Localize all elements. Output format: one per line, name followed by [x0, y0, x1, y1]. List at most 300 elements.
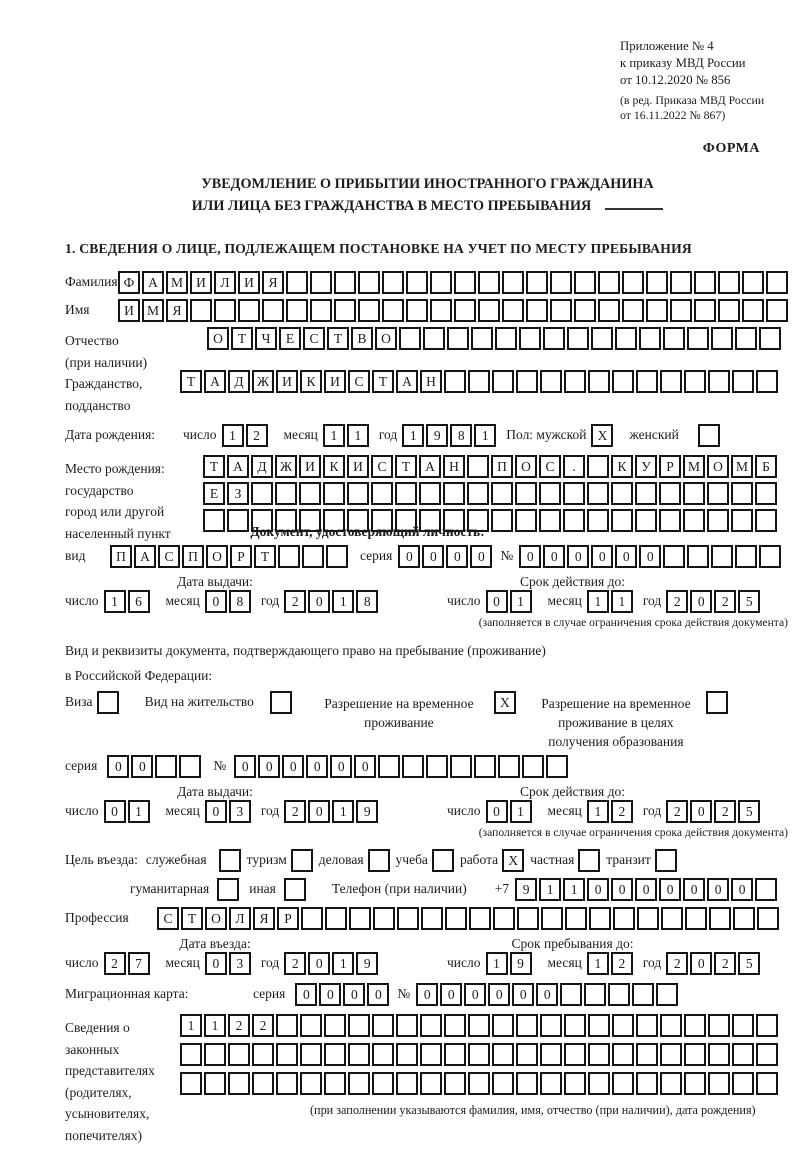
form-cell[interactable]: 2	[611, 800, 633, 823]
form-cell[interactable]	[560, 983, 582, 1006]
form-cell[interactable]: 2	[666, 952, 688, 975]
form-cell[interactable]: 9	[356, 800, 378, 823]
form-cell[interactable]	[612, 1014, 634, 1037]
form-cell[interactable]	[718, 271, 740, 294]
form-cell[interactable]	[591, 327, 613, 350]
form-cell[interactable]	[493, 907, 515, 930]
form-cell[interactable]	[612, 1072, 634, 1095]
form-cell[interactable]	[396, 1014, 418, 1037]
form-cell[interactable]	[227, 509, 249, 532]
form-cell[interactable]	[622, 299, 644, 322]
form-cell[interactable]: С	[348, 370, 370, 393]
form-cell[interactable]	[611, 509, 633, 532]
form-cell[interactable]	[588, 370, 610, 393]
form-cell[interactable]	[706, 691, 728, 714]
form-cell[interactable]: 9	[426, 424, 448, 447]
form-cell[interactable]	[323, 482, 345, 505]
form-cell[interactable]	[396, 1043, 418, 1066]
form-cell[interactable]: Т	[203, 455, 225, 478]
form-cell[interactable]: 2	[714, 952, 736, 975]
form-cell[interactable]: М	[142, 299, 164, 322]
form-cell[interactable]	[756, 370, 778, 393]
form-cell[interactable]: 1	[128, 800, 150, 823]
form-cell[interactable]: 0	[446, 545, 468, 568]
form-cell[interactable]: 2	[714, 800, 736, 823]
form-cell[interactable]: Т	[181, 907, 203, 930]
form-cell[interactable]: 1	[323, 424, 345, 447]
form-cell[interactable]	[615, 327, 637, 350]
form-cell[interactable]	[310, 299, 332, 322]
form-cell[interactable]	[300, 1014, 322, 1037]
form-cell[interactable]: 2	[252, 1014, 274, 1037]
form-cell[interactable]	[708, 1043, 730, 1066]
form-cell[interactable]	[707, 509, 729, 532]
form-cell[interactable]: 8	[356, 590, 378, 613]
form-cell[interactable]	[663, 327, 685, 350]
form-cell[interactable]	[731, 482, 753, 505]
form-cell[interactable]	[430, 299, 452, 322]
form-cell[interactable]	[372, 1043, 394, 1066]
form-cell[interactable]	[622, 271, 644, 294]
form-cell[interactable]	[517, 907, 539, 930]
form-cell[interactable]	[540, 1043, 562, 1066]
form-cell[interactable]	[396, 1072, 418, 1095]
form-cell[interactable]	[683, 482, 705, 505]
form-cell[interactable]	[563, 509, 585, 532]
form-cell[interactable]: 1	[332, 800, 354, 823]
form-cell[interactable]	[646, 271, 668, 294]
form-cell[interactable]	[526, 271, 548, 294]
form-cell[interactable]: К	[611, 455, 633, 478]
form-cell[interactable]	[426, 755, 448, 778]
form-cell[interactable]: 0	[567, 545, 589, 568]
form-cell[interactable]	[550, 299, 572, 322]
form-cell[interactable]	[491, 482, 513, 505]
form-cell[interactable]: 5	[738, 952, 760, 975]
form-cell[interactable]	[495, 327, 517, 350]
form-cell[interactable]: 0	[343, 983, 365, 1006]
form-cell[interactable]: 1	[402, 424, 424, 447]
form-cell[interactable]	[291, 849, 313, 872]
form-cell[interactable]	[709, 907, 731, 930]
form-cell[interactable]	[334, 299, 356, 322]
form-cell[interactable]	[637, 907, 659, 930]
form-cell[interactable]: 0	[295, 983, 317, 1006]
form-cell[interactable]	[228, 1072, 250, 1095]
form-cell[interactable]: 0	[470, 545, 492, 568]
form-cell[interactable]	[578, 849, 600, 872]
form-cell[interactable]	[574, 299, 596, 322]
form-cell[interactable]	[670, 299, 692, 322]
form-cell[interactable]: 0	[486, 800, 508, 823]
form-cell[interactable]: К	[300, 370, 322, 393]
form-cell[interactable]	[471, 327, 493, 350]
form-cell[interactable]: А	[134, 545, 156, 568]
form-cell[interactable]	[656, 983, 678, 1006]
form-cell[interactable]	[468, 1014, 490, 1037]
form-cell[interactable]	[708, 370, 730, 393]
form-cell[interactable]	[613, 907, 635, 930]
form-cell[interactable]	[598, 299, 620, 322]
form-cell[interactable]	[574, 271, 596, 294]
form-cell[interactable]: С	[371, 455, 393, 478]
form-cell[interactable]	[522, 755, 544, 778]
form-cell[interactable]: 0	[690, 952, 712, 975]
form-cell[interactable]	[420, 1014, 442, 1037]
form-cell[interactable]	[708, 1014, 730, 1037]
form-cell[interactable]	[515, 509, 537, 532]
form-cell[interactable]: 1	[587, 952, 609, 975]
form-cell[interactable]	[516, 1014, 538, 1037]
form-cell[interactable]: 2	[284, 590, 306, 613]
form-cell[interactable]	[589, 907, 611, 930]
form-cell[interactable]: А	[396, 370, 418, 393]
form-cell[interactable]	[612, 1043, 634, 1066]
form-cell[interactable]	[539, 482, 561, 505]
form-cell[interactable]	[732, 370, 754, 393]
form-cell[interactable]	[300, 1072, 322, 1095]
form-cell[interactable]	[325, 907, 347, 930]
form-cell[interactable]	[564, 1043, 586, 1066]
form-cell[interactable]	[684, 1014, 706, 1037]
form-cell[interactable]	[180, 1043, 202, 1066]
form-cell[interactable]	[302, 545, 324, 568]
form-cell[interactable]	[732, 1072, 754, 1095]
form-cell[interactable]: 1	[474, 424, 496, 447]
form-cell[interactable]	[546, 755, 568, 778]
form-cell[interactable]: 1	[180, 1014, 202, 1037]
form-cell[interactable]: Д	[251, 455, 273, 478]
form-cell[interactable]: Т	[180, 370, 202, 393]
form-cell[interactable]: .	[563, 455, 585, 478]
form-cell[interactable]: О	[707, 455, 729, 478]
form-cell[interactable]: П	[182, 545, 204, 568]
form-cell[interactable]: 0	[107, 755, 129, 778]
form-cell[interactable]: И	[324, 370, 346, 393]
form-cell[interactable]: 0	[398, 545, 420, 568]
form-cell[interactable]	[326, 545, 348, 568]
form-cell[interactable]	[659, 509, 681, 532]
form-cell[interactable]	[299, 482, 321, 505]
form-cell[interactable]: 0	[707, 878, 729, 901]
form-cell[interactable]: X	[591, 424, 613, 447]
form-cell[interactable]: З	[227, 482, 249, 505]
form-cell[interactable]	[478, 271, 500, 294]
form-cell[interactable]	[445, 907, 467, 930]
form-cell[interactable]: И	[347, 455, 369, 478]
form-cell[interactable]: 0	[519, 545, 541, 568]
form-cell[interactable]	[766, 299, 788, 322]
form-cell[interactable]	[742, 299, 764, 322]
form-cell[interactable]	[687, 327, 709, 350]
form-cell[interactable]	[584, 983, 606, 1006]
form-cell[interactable]	[698, 424, 720, 447]
form-cell[interactable]: 0	[486, 590, 508, 613]
form-cell[interactable]: 0	[416, 983, 438, 1006]
form-cell[interactable]	[735, 545, 757, 568]
form-cell[interactable]	[550, 271, 572, 294]
form-cell[interactable]: Н	[420, 370, 442, 393]
form-cell[interactable]: П	[491, 455, 513, 478]
form-cell[interactable]	[347, 482, 369, 505]
form-cell[interactable]: Е	[203, 482, 225, 505]
form-cell[interactable]	[382, 299, 404, 322]
form-cell[interactable]	[684, 1072, 706, 1095]
form-cell[interactable]	[214, 299, 236, 322]
form-cell[interactable]	[423, 327, 445, 350]
form-cell[interactable]: 0	[205, 800, 227, 823]
form-cell[interactable]	[588, 1043, 610, 1066]
form-cell[interactable]	[636, 370, 658, 393]
form-cell[interactable]	[406, 299, 428, 322]
form-cell[interactable]	[735, 327, 757, 350]
form-cell[interactable]	[420, 1072, 442, 1095]
form-cell[interactable]	[204, 1043, 226, 1066]
form-cell[interactable]: 7	[128, 952, 150, 975]
form-cell[interactable]	[684, 1043, 706, 1066]
form-cell[interactable]	[766, 271, 788, 294]
form-cell[interactable]	[759, 545, 781, 568]
form-cell[interactable]: И	[190, 271, 212, 294]
form-cell[interactable]: Ж	[275, 455, 297, 478]
form-cell[interactable]	[372, 1014, 394, 1037]
form-cell[interactable]	[519, 327, 541, 350]
form-cell[interactable]: 0	[104, 800, 126, 823]
form-cell[interactable]: Н	[443, 455, 465, 478]
form-cell[interactable]	[358, 271, 380, 294]
form-cell[interactable]: 3	[229, 952, 251, 975]
form-cell[interactable]: О	[375, 327, 397, 350]
form-cell[interactable]	[276, 1043, 298, 1066]
form-cell[interactable]: 1	[587, 800, 609, 823]
form-cell[interactable]	[252, 1043, 274, 1066]
form-cell[interactable]	[217, 878, 239, 901]
form-cell[interactable]: 0	[591, 545, 613, 568]
form-cell[interactable]: К	[323, 455, 345, 478]
form-cell[interactable]: Т	[395, 455, 417, 478]
form-cell[interactable]: 6	[128, 590, 150, 613]
form-cell[interactable]: В	[351, 327, 373, 350]
form-cell[interactable]	[430, 271, 452, 294]
form-cell[interactable]	[450, 755, 472, 778]
form-cell[interactable]	[454, 271, 476, 294]
form-cell[interactable]	[190, 299, 212, 322]
form-cell[interactable]	[270, 691, 292, 714]
form-cell[interactable]	[526, 299, 548, 322]
form-cell[interactable]: 1	[332, 952, 354, 975]
form-cell[interactable]	[587, 482, 609, 505]
form-cell[interactable]: 0	[587, 878, 609, 901]
form-cell[interactable]	[733, 907, 755, 930]
form-cell[interactable]: 0	[639, 545, 661, 568]
form-cell[interactable]	[469, 907, 491, 930]
form-cell[interactable]: 0	[611, 878, 633, 901]
form-cell[interactable]	[540, 1072, 562, 1095]
form-cell[interactable]	[711, 327, 733, 350]
form-cell[interactable]	[228, 1043, 250, 1066]
form-cell[interactable]	[155, 755, 177, 778]
form-cell[interactable]	[742, 271, 764, 294]
form-cell[interactable]	[563, 482, 585, 505]
form-cell[interactable]	[447, 327, 469, 350]
form-cell[interactable]: И	[238, 271, 260, 294]
form-cell[interactable]	[251, 482, 273, 505]
form-cell[interactable]: 0	[422, 545, 444, 568]
form-cell[interactable]	[444, 370, 466, 393]
form-cell[interactable]	[502, 299, 524, 322]
form-cell[interactable]	[348, 1072, 370, 1095]
form-cell[interactable]: 0	[308, 952, 330, 975]
form-cell[interactable]	[708, 1072, 730, 1095]
form-cell[interactable]	[588, 1014, 610, 1037]
form-cell[interactable]: 0	[282, 755, 304, 778]
form-cell[interactable]	[687, 545, 709, 568]
form-cell[interactable]: 2	[666, 590, 688, 613]
form-cell[interactable]: 0	[440, 983, 462, 1006]
form-cell[interactable]	[660, 1072, 682, 1095]
form-cell[interactable]: 2	[228, 1014, 250, 1037]
form-cell[interactable]: 0	[488, 983, 510, 1006]
form-cell[interactable]	[646, 299, 668, 322]
form-cell[interactable]: О	[206, 545, 228, 568]
form-cell[interactable]	[663, 545, 685, 568]
form-cell[interactable]	[541, 907, 563, 930]
form-cell[interactable]	[382, 271, 404, 294]
form-cell[interactable]	[684, 370, 706, 393]
form-cell[interactable]	[660, 1014, 682, 1037]
form-cell[interactable]	[707, 482, 729, 505]
form-cell[interactable]	[718, 299, 740, 322]
form-cell[interactable]	[443, 482, 465, 505]
form-cell[interactable]: Я	[166, 299, 188, 322]
form-cell[interactable]: А	[142, 271, 164, 294]
form-cell[interactable]	[516, 1043, 538, 1066]
form-cell[interactable]	[203, 509, 225, 532]
form-cell[interactable]	[492, 1014, 514, 1037]
form-cell[interactable]: Б	[755, 455, 777, 478]
form-cell[interactable]	[587, 509, 609, 532]
form-cell[interactable]	[454, 299, 476, 322]
form-cell[interactable]	[276, 1014, 298, 1037]
form-cell[interactable]	[685, 907, 707, 930]
form-cell[interactable]: 9	[510, 952, 532, 975]
form-cell[interactable]	[324, 1043, 346, 1066]
form-cell[interactable]	[515, 482, 537, 505]
form-cell[interactable]: 0	[615, 545, 637, 568]
form-cell[interactable]	[565, 907, 587, 930]
form-cell[interactable]	[368, 849, 390, 872]
form-cell[interactable]	[324, 1072, 346, 1095]
form-cell[interactable]: 5	[738, 590, 760, 613]
form-cell[interactable]: 5	[738, 800, 760, 823]
form-cell[interactable]	[539, 509, 561, 532]
form-cell[interactable]	[300, 1043, 322, 1066]
form-cell[interactable]	[636, 1072, 658, 1095]
form-cell[interactable]: 0	[234, 755, 256, 778]
form-cell[interactable]: И	[299, 455, 321, 478]
form-cell[interactable]	[540, 370, 562, 393]
form-cell[interactable]	[731, 509, 753, 532]
form-cell[interactable]: 1	[539, 878, 561, 901]
form-cell[interactable]	[711, 545, 733, 568]
form-cell[interactable]: С	[539, 455, 561, 478]
form-cell[interactable]	[97, 691, 119, 714]
form-cell[interactable]	[635, 482, 657, 505]
form-cell[interactable]: 0	[683, 878, 705, 901]
form-cell[interactable]	[756, 1014, 778, 1037]
form-cell[interactable]: 8	[229, 590, 251, 613]
form-cell[interactable]	[378, 755, 400, 778]
form-cell[interactable]	[694, 299, 716, 322]
form-cell[interactable]	[612, 370, 634, 393]
form-cell[interactable]	[516, 1072, 538, 1095]
form-cell[interactable]	[502, 271, 524, 294]
form-cell[interactable]	[406, 271, 428, 294]
form-cell[interactable]: 2	[284, 800, 306, 823]
form-cell[interactable]	[732, 1014, 754, 1037]
form-cell[interactable]	[588, 1072, 610, 1095]
form-cell[interactable]: 0	[731, 878, 753, 901]
form-cell[interactable]: 9	[515, 878, 537, 901]
form-cell[interactable]	[402, 755, 424, 778]
form-cell[interactable]: 0	[308, 590, 330, 613]
form-cell[interactable]	[639, 327, 661, 350]
form-cell[interactable]	[468, 1043, 490, 1066]
form-cell[interactable]	[467, 482, 489, 505]
form-cell[interactable]	[611, 482, 633, 505]
form-cell[interactable]	[564, 1072, 586, 1095]
form-cell[interactable]: 2	[246, 424, 268, 447]
form-cell[interactable]: Л	[214, 271, 236, 294]
form-cell[interactable]	[755, 878, 777, 901]
form-cell[interactable]	[238, 299, 260, 322]
form-cell[interactable]	[468, 370, 490, 393]
form-cell[interactable]	[755, 482, 777, 505]
form-cell[interactable]: 0	[659, 878, 681, 901]
form-cell[interactable]	[371, 482, 393, 505]
form-cell[interactable]	[399, 327, 421, 350]
form-cell[interactable]: 1	[510, 590, 532, 613]
form-cell[interactable]: Д	[228, 370, 250, 393]
form-cell[interactable]: Е	[279, 327, 301, 350]
form-cell[interactable]	[348, 1014, 370, 1037]
form-cell[interactable]: Ф	[118, 271, 140, 294]
form-cell[interactable]: Ж	[252, 370, 274, 393]
form-cell[interactable]	[660, 1043, 682, 1066]
form-cell[interactable]	[659, 482, 681, 505]
form-cell[interactable]: 1	[347, 424, 369, 447]
form-cell[interactable]	[492, 1072, 514, 1095]
form-cell[interactable]	[444, 1043, 466, 1066]
form-cell[interactable]: О	[515, 455, 537, 478]
form-cell[interactable]: 2	[104, 952, 126, 975]
form-cell[interactable]: 0	[330, 755, 352, 778]
form-cell[interactable]	[286, 299, 308, 322]
form-cell[interactable]	[492, 370, 514, 393]
form-cell[interactable]: О	[207, 327, 229, 350]
form-cell[interactable]: 0	[690, 590, 712, 613]
form-cell[interactable]	[694, 271, 716, 294]
form-cell[interactable]	[275, 482, 297, 505]
form-cell[interactable]	[348, 1043, 370, 1066]
form-cell[interactable]: 0	[258, 755, 280, 778]
form-cell[interactable]: Л	[229, 907, 251, 930]
form-cell[interactable]: 0	[354, 755, 376, 778]
form-cell[interactable]: X	[494, 691, 516, 714]
form-cell[interactable]	[334, 271, 356, 294]
form-cell[interactable]	[474, 755, 496, 778]
form-cell[interactable]	[516, 370, 538, 393]
